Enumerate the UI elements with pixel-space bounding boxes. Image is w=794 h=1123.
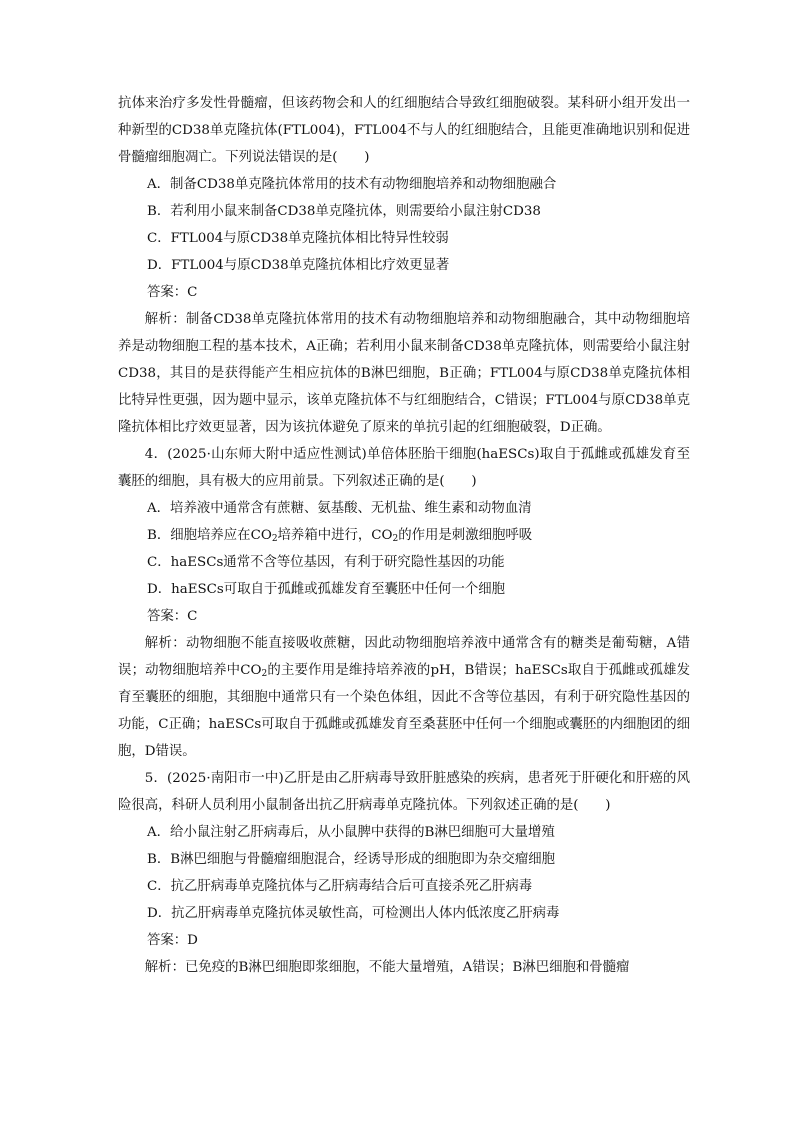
q4-option-b-mid: 培养箱中进行，CO (277, 528, 393, 543)
q4-option-b (118, 522, 690, 549)
q5-stem: 5．(2025·南阳市一中)乙肝是由乙肝病毒导致肝脏感染的疾病，患者死于肝硬化和肝癌的风险很高，科研人员利用小鼠制备出抗乙肝病毒单克隆抗体。下列叙述正确的是( ) (118, 771, 690, 813)
q5-analysis: 解析：已免疫的B淋巴细胞即浆细胞，不能大量增殖，A错误；B淋巴细胞和骨髓瘤 (144, 960, 630, 975)
q3-answer: 答案：C (147, 285, 198, 300)
q4-answer: 答案：C (147, 609, 198, 624)
q5-answer: 答案：D (147, 933, 198, 948)
page-content (118, 90, 690, 981)
q4-option-d: D．haESCs可取自于孤雌或孤雄发育至囊胚中任何一个细胞 (147, 582, 506, 597)
q3-stem: 抗体来治疗多发性骨髓瘤，但该药物会和人的红细胞结合导致红细胞破裂。某科研小组开发出一种新型的CD38单克隆抗体(FTL004)，FTL004不与人的红细胞结合，且能更准确地识别和促进骨髓瘤细胞凋亡。下列说法错误的是( ) (118, 96, 690, 165)
q3-analysis: 解析：制备CD38单克隆抗体常用的技术有动物细胞培养和动物细胞融合，其中动物细胞培养是动物细胞工程的基本技术，A正确；若利用小鼠来制备CD38单克隆抗体，则需要给小鼠注射CD38，其目的是获得能产生相应抗体的B淋巴细胞，B正确；FTL004与原CD38单克隆抗体相比特异性更强，因为题中显示，该单克隆抗体不与红细胞结合，C错误；FTL004与原CD38单克隆抗体相比疗效更显著，因为该抗体避免了原来的单抗引起的红细胞破裂，D正确。 (118, 312, 690, 435)
q5-option-d: D．抗乙肝病毒单克隆抗体灵敏性高，可检测出人体内低浓度乙肝病毒 (147, 906, 560, 921)
q4-option-a: A．培养液中通常含有蔗糖、氨基酸、无机盐、维生素和动物血清 (147, 501, 532, 516)
co2-subscript: 2 (261, 669, 268, 679)
co2-subscript: 2 (271, 534, 278, 544)
q4-option-b-pre: B．细胞培养应在CO (147, 528, 272, 543)
q5-option-c: C．抗乙肝病毒单克隆抗体与乙肝病毒结合后可直接杀死乙肝病毒 (147, 879, 533, 894)
co2-subscript: 2 (392, 534, 399, 544)
q3-option-c: C．FTL004与原CD38单克隆抗体相比特异性较弱 (147, 231, 449, 246)
q3-option-a: A．制备CD38单克隆抗体常用的技术有动物细胞培养和动物细胞融合 (147, 177, 557, 192)
q4-option-c: C．haESCs通常不含等位基因，有利于研究隐性基因的功能 (147, 555, 505, 570)
q3-option-d: D．FTL004与原CD38单克隆抗体相比疗效更显著 (147, 258, 450, 273)
q3-option-b: B．若利用小鼠来制备CD38单克隆抗体，则需要给小鼠注射CD38 (147, 204, 541, 219)
q5-option-b: B．B淋巴细胞与骨髓瘤细胞混合，经诱导形成的细胞即为杂交瘤细胞 (147, 852, 556, 867)
q4-option-b-post: 的作用是刺激细胞呼吸 (398, 528, 533, 543)
q4-stem: 4．(2025·山东师大附中适应性测试)单倍体胚胎干细胞(haESCs)取自于孤雌或孤雄发育至囊胚的细胞，具有极大的应用前景。下列叙述正确的是( ) (118, 447, 690, 489)
q4-analysis (118, 630, 690, 765)
q4-analysis-pre: 解析：动物细胞不能直接吸收蔗糖，因此动物细胞培养液中通常含有的糖类是葡萄糖，A错误；动物细胞培养中CO (118, 636, 690, 678)
q5-option-a: A．给小鼠注射乙肝病毒后，从小鼠脾中获得的B淋巴细胞可大量增殖 (147, 825, 555, 840)
q4-analysis-post: 的主要作用是维持培养液的pH，B错误；haESCs取自于孤雌或孤雄发育至囊胚的细胞，其细胞中通常只有一个染色体组，因此不含等位基因，有利于研究隐性基因的功能，C正确；haESCs可取自于孤雌或孤雄发育至桑葚胚中任何一个细胞或囊胚的内细胞团的细胞，D错误。 (118, 663, 690, 759)
